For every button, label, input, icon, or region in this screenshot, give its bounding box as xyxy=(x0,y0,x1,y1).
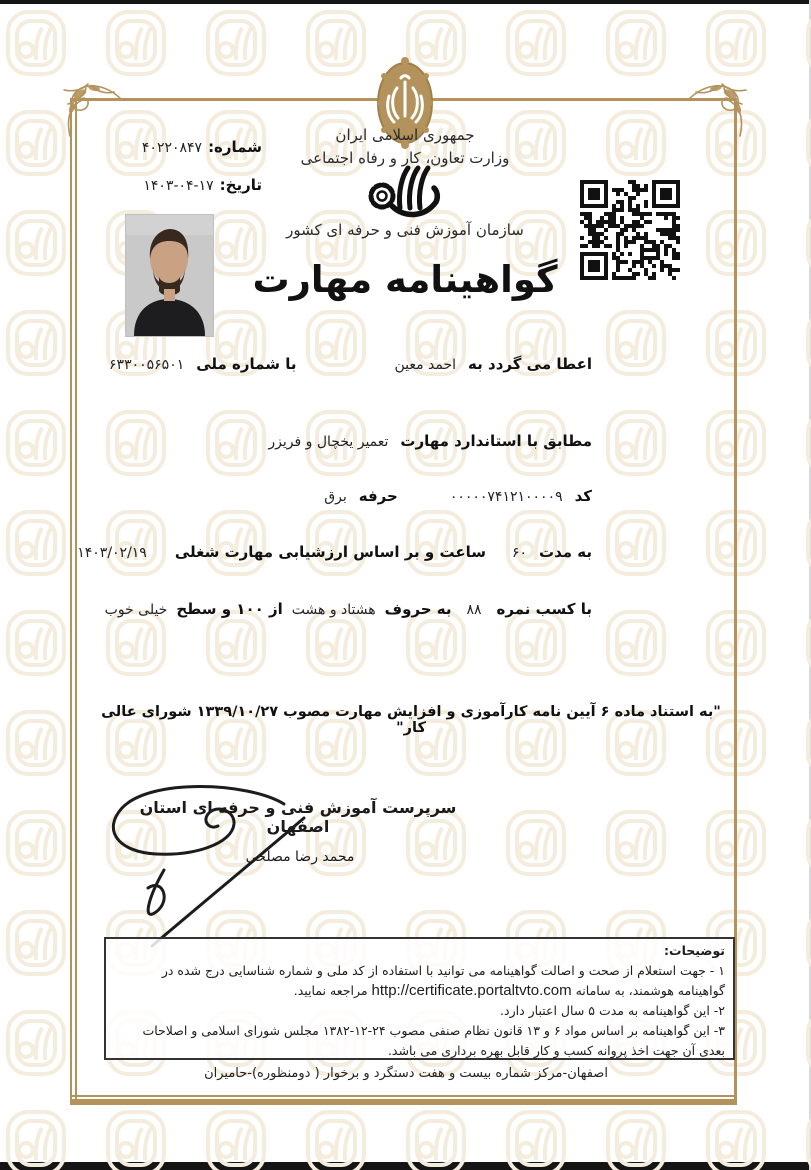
watermark-logo xyxy=(4,208,68,278)
watermark-logo xyxy=(104,608,168,678)
certificate-number-label: شماره: xyxy=(208,138,262,156)
score-words-label: به حروف xyxy=(384,600,452,618)
note-item-2: ۲- این گواهینامه به مدت ۵ سال اعتبار دارد. xyxy=(500,1003,725,1018)
frame-bottom-line-outer xyxy=(70,1099,737,1105)
evaluation-date-value: ۱۴۰۳/۰۲/۱۹ xyxy=(77,545,147,561)
certificate-date-value: ۱۴۰۳-۰۴-۱۷ xyxy=(143,178,214,194)
watermark-logo xyxy=(604,108,668,178)
watermark-logo xyxy=(504,8,568,78)
national-id-label: با شماره ملی xyxy=(196,355,297,373)
duration-value: ۶۰ xyxy=(511,545,528,561)
legal-note: "به استناد ماده ۶ آیین نامه کارآموزی و افزایش مهارت مصوب ۱۳۳۹/۱۰/۲۷ شورای عالی کار" xyxy=(101,704,721,736)
notes-box xyxy=(104,937,735,1060)
watermark-logo xyxy=(604,808,668,878)
watermark-logo xyxy=(4,8,68,78)
watermark-logo xyxy=(4,608,68,678)
duration-unit-label: ساعت و بر اساس ارزشیابی مهارت شغلی xyxy=(174,543,486,561)
watermark-logo xyxy=(4,1008,68,1078)
watermark-logo xyxy=(304,608,368,678)
frame-left-line-outer xyxy=(70,98,72,1102)
awarded-to-label: اعطا می گردد به xyxy=(468,355,592,373)
score-value: ۸۸ xyxy=(466,602,482,618)
watermark-logo xyxy=(704,8,768,78)
frame-bottom-line-inner xyxy=(70,1095,737,1097)
watermark-logo xyxy=(4,408,68,478)
watermark-logo xyxy=(404,608,468,678)
scan-edge-bottom xyxy=(0,1162,811,1170)
watermark-logo xyxy=(604,308,668,378)
watermark-logo xyxy=(304,8,368,78)
signatory-title: سرپرست آموزش فنی و حرفه ای استان اصفهان xyxy=(139,798,457,836)
header-ministry: وزارت تعاون، کار و رفاه اجتماعی xyxy=(300,149,510,167)
score-words-value: هشتاد و هشت xyxy=(291,602,376,618)
frame-left-line-inner xyxy=(75,101,77,1101)
note-item-1 xyxy=(114,961,725,1001)
signature-scribble xyxy=(98,782,318,952)
national-id-value: ۶۳۳۰۰۵۶۵۰۱ xyxy=(109,357,185,373)
code-value: ۰۰۰۰۰۷۴۱۲۱۰۰۰۰۹ xyxy=(449,489,563,505)
watermark-logo xyxy=(204,608,268,678)
level-value: خیلی خوب xyxy=(104,602,168,618)
certificate-number-value: ۴۰۲۲۰۸۴۷ xyxy=(141,140,203,156)
scan-edge-top xyxy=(0,0,811,4)
watermark-logo xyxy=(304,1108,368,1170)
tvto-logo xyxy=(366,162,442,220)
watermark-logo xyxy=(104,1108,168,1170)
certificate-date-line xyxy=(106,176,262,194)
note-item-1-prefix: ۱ - جهت استعلام از صحت و اصالت گواهینامه می توانید با استفاده از کد ملی و شماره شناسایی درج شده در گواهینامه هوشمند، به سامانه xyxy=(161,963,725,998)
score-label: با کسب نمره xyxy=(496,600,592,618)
watermark-logo xyxy=(604,608,668,678)
note-item-3: ۳- این گواهینامه بر اساس مواد ۶ و ۱۳ قانون نظام صنفی مصوب ۲۴-۱۲-۱۳۸۲ مجلس شورای اسلامی و اصلاحات بعدی آن جهت اخذ پروانه کسب و کار قابل بهره برداری می باشد. xyxy=(142,1023,725,1058)
awarded-to-value: احمد معین xyxy=(394,357,457,373)
watermark-logo xyxy=(204,1108,268,1170)
watermark-logo xyxy=(704,1108,768,1170)
signatory-name: محمد رضا مصلحی xyxy=(245,849,355,865)
code-label: کد xyxy=(574,487,592,505)
issuing-center-address: اصفهان-مرکز شماره بیست و هفت دستگرد و برخوار ( دومنظوره)-حامیران xyxy=(204,1066,608,1081)
notes-title: توضیحات: xyxy=(664,943,725,958)
certificate-title: گواهینامه مهارت xyxy=(252,258,558,301)
standard-label: مطابق با استاندارد مهارت xyxy=(400,432,592,450)
watermark-logo xyxy=(604,1108,668,1170)
watermark-logo xyxy=(4,1108,68,1170)
row-standard xyxy=(112,432,592,450)
out-of-label: از ۱۰۰ و سطح xyxy=(176,600,283,618)
watermark-logo xyxy=(4,908,68,978)
watermark-logo xyxy=(4,508,68,578)
corner-flourish-top-left xyxy=(56,78,126,140)
row-score xyxy=(104,600,592,618)
watermark-logo xyxy=(504,808,568,878)
watermark-logo xyxy=(104,8,168,78)
watermark-logo xyxy=(4,708,68,778)
watermark-logo xyxy=(604,508,668,578)
watermark-logo xyxy=(604,408,668,478)
row-awarded-to xyxy=(109,355,592,373)
header-country: جمهوری اسلامی ایران xyxy=(335,126,475,144)
watermark-logo xyxy=(404,1108,468,1170)
watermark-logo xyxy=(4,308,68,378)
watermark-logo xyxy=(504,1108,568,1170)
trade-label: حرفه xyxy=(358,487,398,505)
note-item-1-suffix: مراجعه نمایید. xyxy=(293,983,372,998)
row-duration xyxy=(77,543,592,561)
verification-url: http://certificate.portaltvto.com xyxy=(371,982,572,999)
watermark-logo xyxy=(4,808,68,878)
row-code-trade xyxy=(112,487,592,505)
duration-label: به مدت xyxy=(539,543,592,561)
corner-flourish-top-right xyxy=(684,78,754,140)
watermark-logo xyxy=(504,608,568,678)
certificate-date-label: تاریخ: xyxy=(219,176,262,194)
header-organization: سازمان آموزش فنی و حرفه ای کشور xyxy=(286,221,524,239)
watermark-logo xyxy=(204,8,268,78)
trade-value: برق xyxy=(324,489,347,505)
watermark-logo xyxy=(604,8,668,78)
standard-value: تعمیر یخچال و فریزر xyxy=(268,434,389,450)
